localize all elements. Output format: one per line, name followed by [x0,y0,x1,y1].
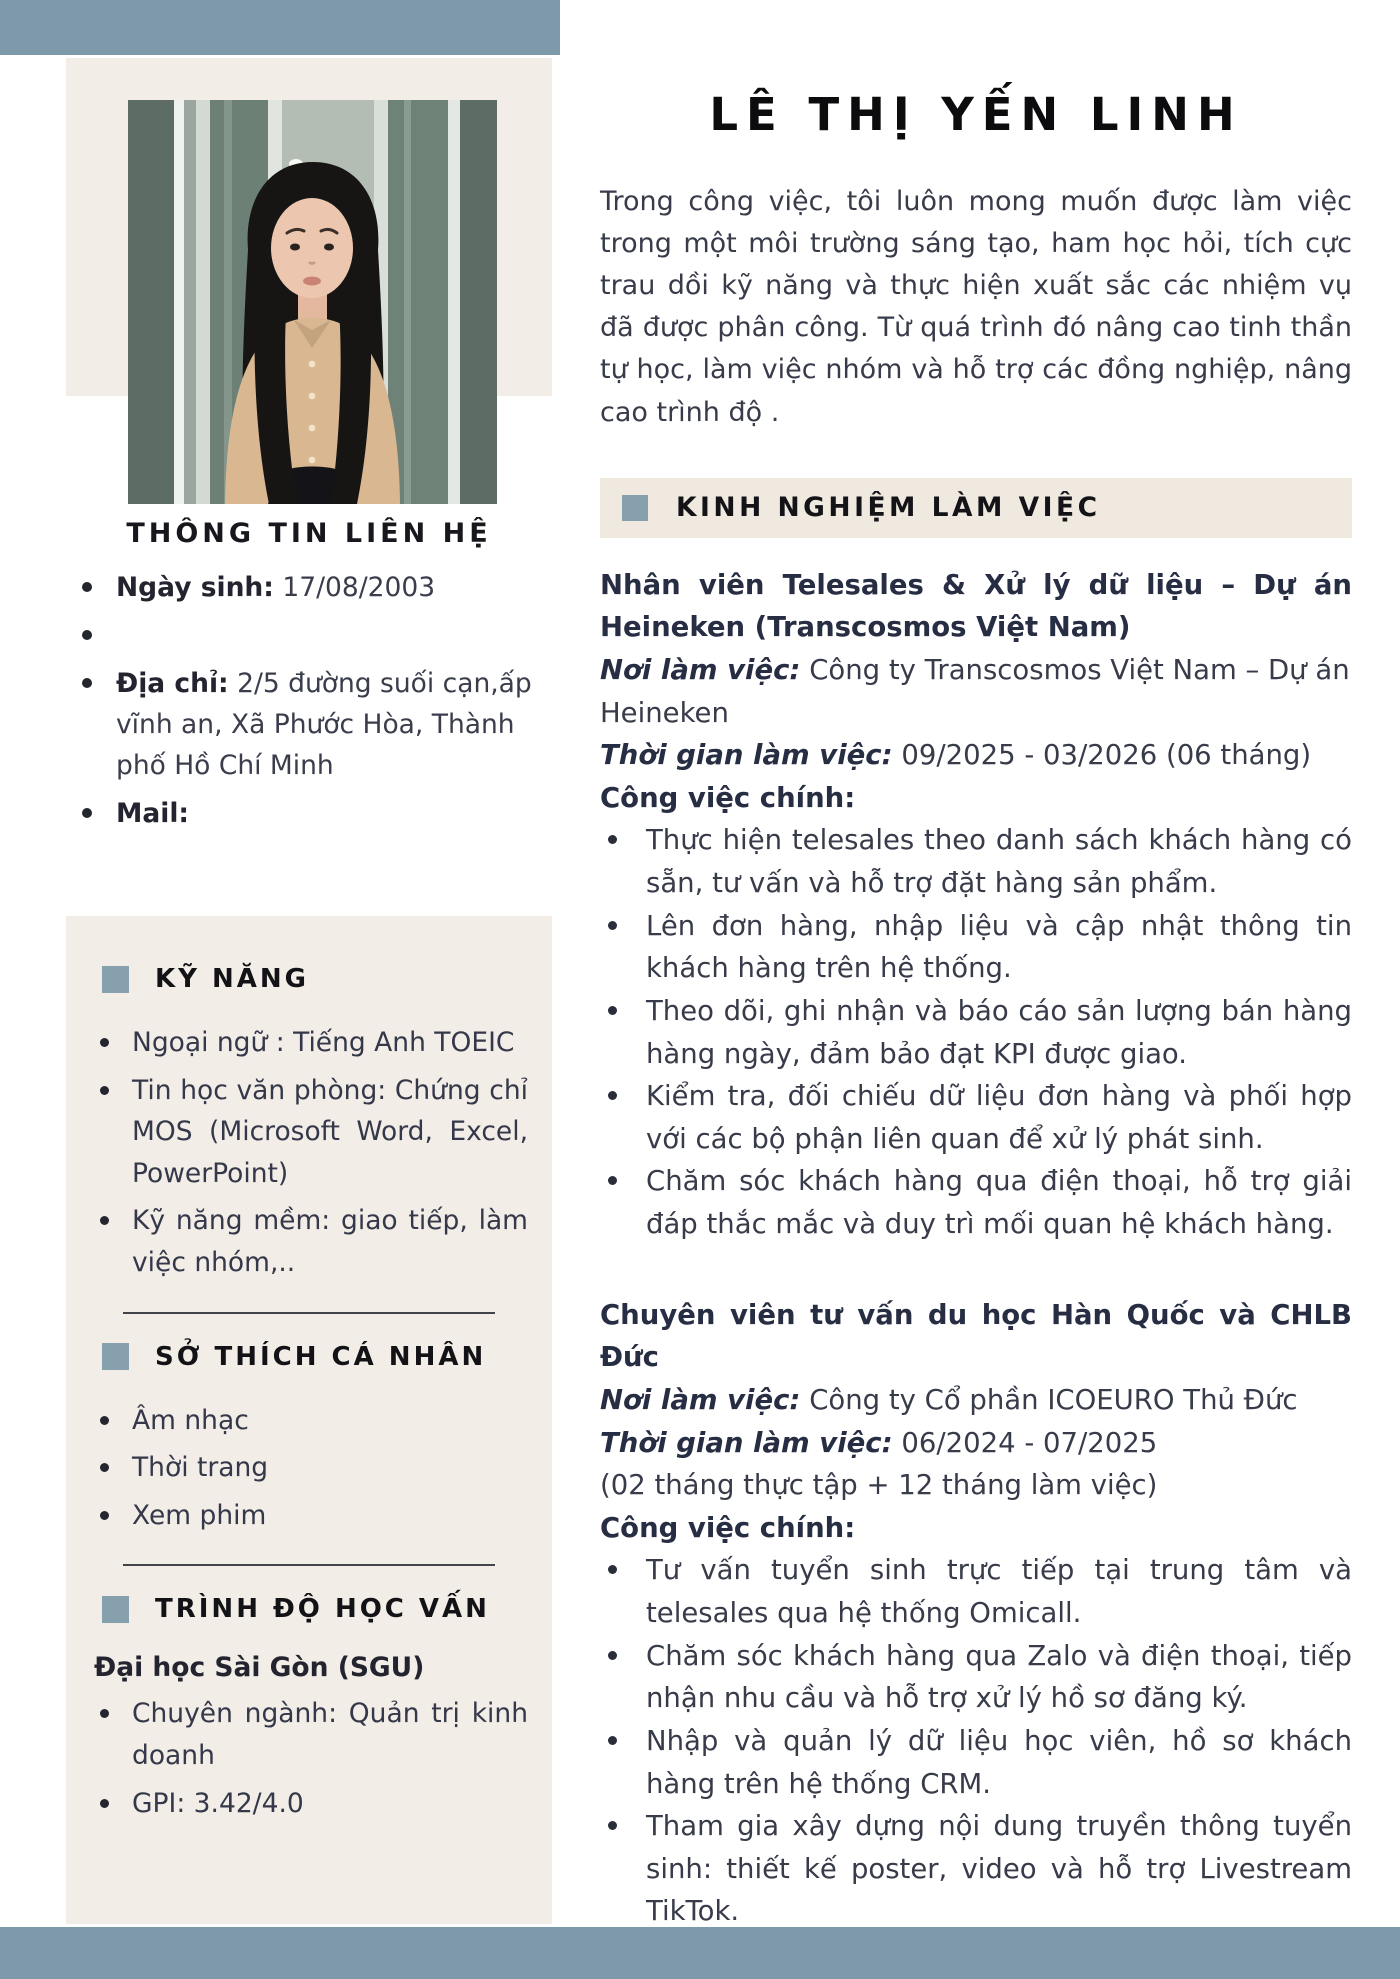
divider [123,1312,495,1314]
education-heading [102,1594,528,1624]
job-duration: Thời gian làm việc: 09/2025 - 03/2026 (06 tháng) [600,739,1312,772]
job-task-item: Chăm sóc khách hàng qua điện thoại, hỗ trợ giải đáp thắc mắc và duy trì mối quan hệ khách hàng. [600,1160,1352,1245]
hobbies-heading-label: SỞ THÍCH CÁ NHÂN [155,1341,487,1372]
hobby-item: Âm nhạc [90,1400,528,1442]
name-title: LÊ THỊ YẾN LINH [709,88,1243,141]
education-item: Chuyên ngành: Quản trị kinh doanh [90,1693,528,1776]
hobbies-list [90,1400,528,1537]
skill-item: Tin học văn phòng: Chứng chỉ MOS (Microsoft Word, Excel, PowerPoint) [90,1070,528,1195]
hobbies-section [90,1342,528,1537]
job-entry-2 [600,1294,1352,1933]
job-task-item: Lên đơn hàng, nhập liệu và cập nhật thông tin khách hàng trên hệ thống. [600,905,1352,990]
education-section [90,1594,528,1824]
skills-list [90,1022,528,1284]
experience-heading-label: KINH NGHIỆM LÀM VIỆC [676,492,1101,524]
skill-item: Kỹ năng mềm: giao tiếp, làm việc nhóm,.. [90,1200,528,1283]
hobby-item: Xem phim [90,1495,528,1537]
job-task-item: Thực hiện telesales theo danh sách khách hàng có sẵn, tư vấn và hỗ trợ đặt hàng sản phẩm. [600,819,1352,904]
job-task-item: Theo dõi, ghi nhận và báo cáo sản lượng bán hàng hàng ngày, đảm bảo đạt KPI được giao. [600,990,1352,1075]
job-task-list [600,1549,1352,1933]
job-task-item: Tham gia xây dựng nội dung truyền thông tuyển sinh: thiết kế poster, video và hỗ trợ Livestream TikTok. [600,1805,1352,1933]
section-square-icon [102,1343,129,1370]
job-tasks-label: Công việc chính: [600,781,856,814]
job-workplace: Nơi làm việc: Công ty Transcosmos Việt Nam – Dự án Heineken [600,653,1350,729]
job-title: Chuyên viên tư vấn du học Hàn Quốc và CHLB Đức [600,1298,1352,1374]
portrait-illustration [128,100,497,504]
skill-item: Ngoại ngữ : Tiếng Anh TOEIC [90,1022,528,1064]
section-square-icon [102,1596,129,1623]
contact-heading: THÔNG TIN LIÊN HỆ [126,518,492,549]
contact-list [66,567,552,834]
profile-photo [128,100,497,504]
job-workplace: Nơi làm việc: Công ty Cổ phần ICOEURO Thủ Đức [600,1383,1298,1416]
job-task-item: Nhập và quản lý dữ liệu học viên, hồ sơ khách hàng trên hệ thống CRM. [600,1720,1352,1805]
experience-heading-bar [600,478,1352,538]
job-duration-note: (02 tháng thực tập + 12 tháng làm việc) [600,1469,1158,1502]
contact-item [66,615,552,656]
job-duration: Thời gian làm việc: 06/2024 - 07/2025 [600,1426,1158,1459]
left-sidebar-panel [66,916,552,1924]
section-square-icon [622,495,648,521]
divider [123,1564,495,1566]
section-square-icon [102,966,129,993]
contact-item: Địa chỉ: 2/5 đường suối cạn,ấp vĩnh an, Xã Phước Hòa, Thành phố Hồ Chí Minh [66,663,552,786]
education-item: GPI: 3.42/4.0 [90,1783,528,1825]
main-column [600,88,1352,1933]
top-accent-bar [0,0,560,55]
contact-section [66,518,552,841]
education-school: Đại học Sài Gòn (SGU) [94,1652,425,1684]
education-heading-label: TRÌNH ĐỘ HỌC VẤN [155,1594,490,1625]
contact-item: Ngày sinh: 17/08/2003 [66,567,552,608]
skills-heading-label: KỸ NĂNG [155,964,310,994]
education-list [90,1693,528,1824]
contact-item: Mail: [66,793,552,834]
bottom-accent-bar [0,1927,1400,1979]
hobbies-heading [102,1342,528,1372]
job-entry-1 [600,564,1352,1246]
skills-heading [102,964,528,994]
job-tasks-label: Công việc chính: [600,1511,856,1544]
skills-section [90,964,528,1284]
intro-paragraph: Trong công việc, tôi luôn mong muốn được làm việc trong một môi trường sáng tạo, ham học hỏi, tích cực trau dồi kỹ năng và thực hiện xuất sắc các nhiệm vụ đã được phân công. Từ quá trình đó nâng cao tinh thần tự học, làm việc nhóm và hỗ trợ các đồng nghiệp, nâng cao trình độ . [600,186,1352,428]
job-task-item: Kiểm tra, đối chiếu dữ liệu đơn hàng và phối hợp với các bộ phận liên quan để xử lý phát sinh. [600,1075,1352,1160]
job-task-list [600,819,1352,1245]
hobby-item: Thời trang [90,1447,528,1489]
job-task-item: Chăm sóc khách hàng qua Zalo và điện thoại, tiếp nhận nhu cầu và hỗ trợ xử lý hồ sơ đăng ký. [600,1635,1352,1720]
job-task-item: Tư vấn tuyển sinh trực tiếp tại trung tâm và telesales qua hệ thống Omicall. [600,1549,1352,1634]
job-title: Nhân viên Telesales & Xử lý dữ liệu – Dự án Heineken (Transcosmos Việt Nam) [600,568,1352,644]
